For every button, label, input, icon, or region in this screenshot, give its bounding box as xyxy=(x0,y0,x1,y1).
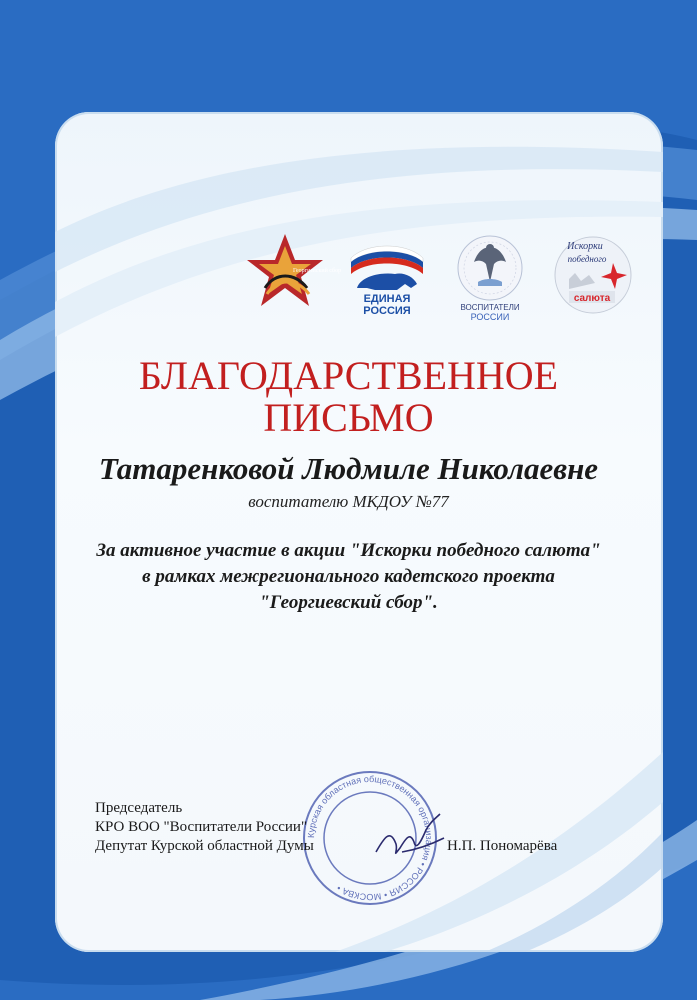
logo-text-line2: РОССИЯ xyxy=(363,305,411,317)
recipient-name: Татаренковой Людмиле Николаевне xyxy=(98,451,599,486)
signatory-name: Н.П. Пономарёва xyxy=(447,838,558,854)
title-line2: ПИСЬМО xyxy=(263,395,434,440)
vospitateli-rossii-logo xyxy=(452,232,532,322)
logo-text-line1: ВОСПИТАТЕЛИ xyxy=(460,303,520,312)
signature-line1: Председатель xyxy=(95,800,183,816)
signature-line3: Депутат Курской областной Думы xyxy=(95,838,314,854)
logo-text-line2: РОССИИ xyxy=(470,312,510,322)
logo-text-line1: Искорки xyxy=(567,241,603,252)
georgievsky-sbor-logo xyxy=(245,232,342,312)
logo-text: Георгиевский сбор xyxy=(293,268,342,274)
body-line1: За активное участие в акции "Искорки победного салюта" xyxy=(96,540,601,561)
body-line3: "Георгиевский сбор". xyxy=(259,592,438,613)
edinaya-rossiya-logo xyxy=(347,238,427,318)
iskorki-salyuta-logo xyxy=(555,233,635,317)
logo-text-line2: победного xyxy=(567,254,607,264)
recipient-position: воспитателю МКДОУ №77 xyxy=(248,492,449,511)
handwritten-signature xyxy=(370,808,450,873)
logo-text-line1: ЕДИНАЯ xyxy=(363,293,411,305)
body-line2: в рамках межрегионального кадетского проекта xyxy=(142,566,555,587)
seal-text: Курская областная общественная организация • РОССИЯ • МОСКВА • xyxy=(305,773,435,903)
signature-line2: КРО ВОО "Воспитатели России" xyxy=(95,819,308,835)
logo-text-line3: салюта xyxy=(573,293,611,304)
title-line1: БЛАГОДАРСТВЕННОЕ xyxy=(138,353,559,398)
